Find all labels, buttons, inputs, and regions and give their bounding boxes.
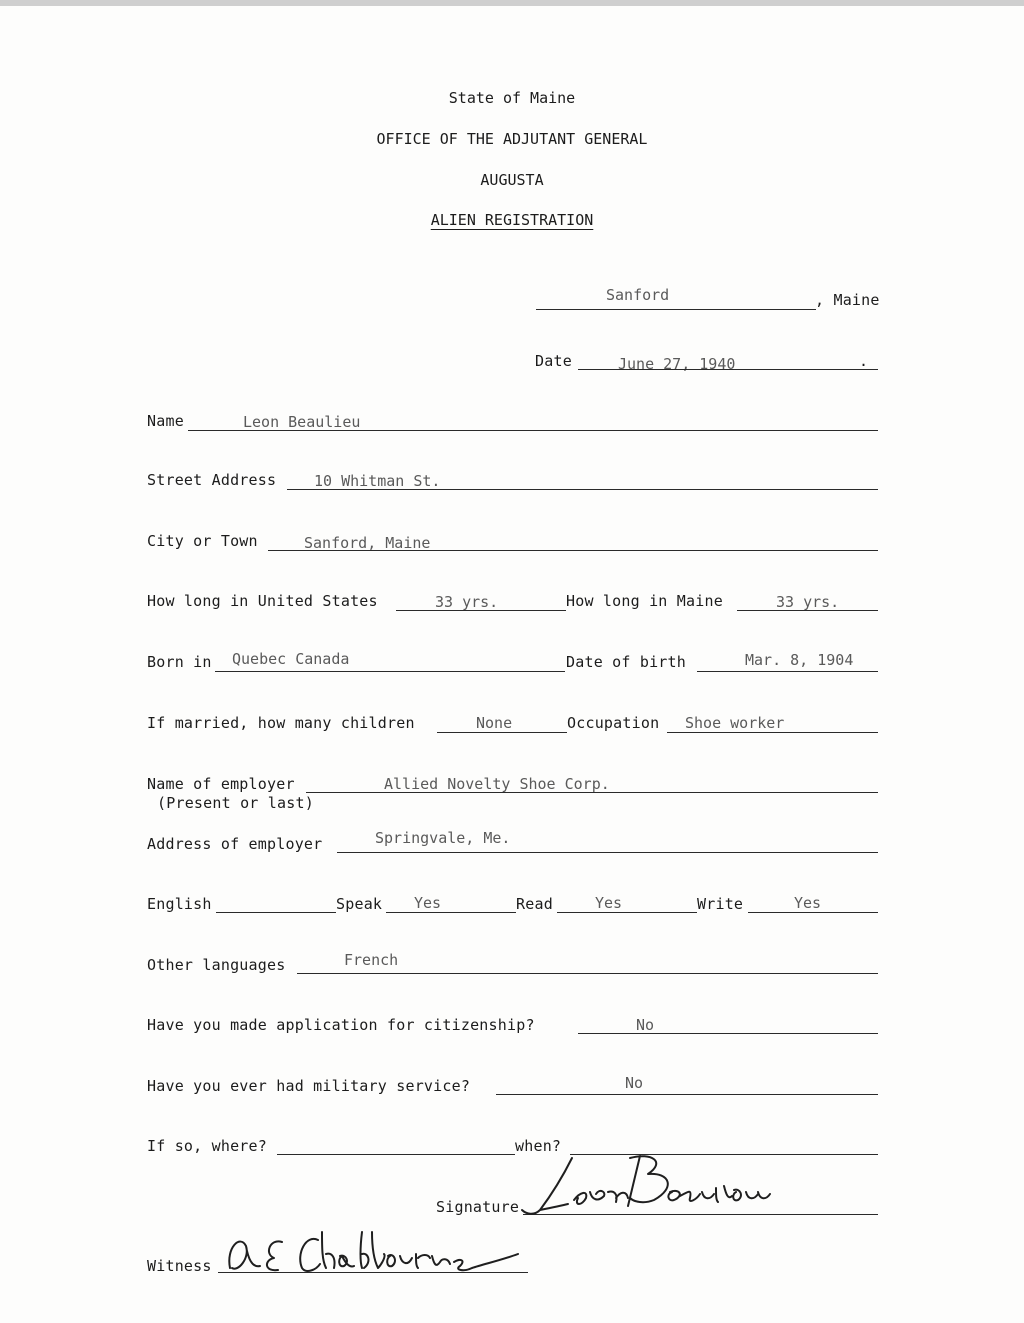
citizenship-label: Have you made application for citizenship?	[147, 1016, 535, 1034]
place-state-label: , Maine	[815, 291, 880, 309]
children-label: If married, how many children	[147, 714, 415, 732]
write-line	[748, 912, 878, 913]
other-languages-label: Other languages	[147, 956, 286, 974]
date-value: June 27, 1940	[618, 355, 736, 373]
read-label: Read	[516, 895, 553, 913]
date-end-mark: .	[859, 352, 869, 370]
street-label: Street Address	[147, 471, 277, 489]
where-line	[277, 1154, 515, 1155]
us-years-label: How long in United States	[147, 592, 378, 610]
born-label: Born in	[147, 653, 212, 671]
maine-years-line	[737, 610, 878, 611]
dob-line	[697, 671, 878, 672]
citizenship-value: No	[636, 1016, 655, 1034]
english-line	[216, 912, 336, 913]
header-state: State of Maine	[448, 89, 576, 107]
dob-value: Mar. 8, 1904	[745, 651, 854, 669]
date-label: Date	[535, 352, 572, 370]
date-line	[578, 369, 878, 370]
witness-label: Witness	[147, 1257, 212, 1275]
header-form-title: ALIEN REGISTRATION	[430, 211, 594, 229]
read-value: Yes	[595, 894, 623, 912]
name-line	[188, 430, 878, 431]
employer-label: Name of employer	[147, 775, 295, 793]
military-line	[496, 1094, 878, 1095]
header-city: AUGUSTA	[480, 171, 544, 189]
us-years-line	[396, 610, 566, 611]
speak-value: Yes	[414, 894, 442, 912]
scan-top-edge	[0, 0, 1024, 6]
military-value: No	[625, 1074, 644, 1092]
born-line	[215, 671, 565, 672]
place-value: Sanford	[606, 286, 670, 304]
signature-label: Signature	[436, 1198, 520, 1216]
when-label: when?	[515, 1137, 562, 1155]
city-line	[268, 550, 878, 551]
born-value: Quebec Canada	[232, 650, 350, 668]
employer-address-label: Address of employer	[147, 835, 323, 853]
us-years-value: 33 yrs.	[435, 593, 499, 611]
city-label: City or Town	[147, 532, 258, 550]
employer-address-value: Springvale, Me.	[375, 829, 511, 847]
write-value: Yes	[794, 894, 822, 912]
place-line	[536, 309, 816, 310]
maine-years-label: How long in Maine	[566, 592, 723, 610]
witness-handwriting	[222, 1224, 522, 1280]
employer-line	[306, 792, 878, 793]
write-label: Write	[697, 895, 744, 913]
name-value: Leon Beaulieu	[243, 413, 361, 431]
english-label: English	[147, 895, 212, 913]
other-languages-line	[297, 973, 878, 974]
dob-label: Date of birth	[566, 653, 686, 671]
street-line	[287, 489, 878, 490]
employer-address-line	[337, 852, 878, 853]
signature-handwriting	[520, 1148, 860, 1220]
header-office: OFFICE OF THE ADJUTANT GENERAL	[376, 130, 648, 148]
speak-line	[386, 912, 516, 913]
other-languages-value: French	[344, 951, 399, 969]
read-line	[557, 912, 697, 913]
children-line	[437, 732, 567, 733]
name-label: Name	[147, 412, 184, 430]
occupation-value: Shoe worker	[685, 714, 785, 732]
city-value: Sanford, Maine	[304, 534, 431, 552]
children-value: None	[476, 714, 513, 732]
occupation-line	[667, 732, 878, 733]
speak-label: Speak	[336, 895, 383, 913]
occupation-label: Occupation	[567, 714, 660, 732]
where-label: If so, where?	[147, 1137, 267, 1155]
maine-years-value: 33 yrs.	[776, 593, 840, 611]
citizenship-line	[578, 1033, 878, 1034]
employer-sublabel: (Present or last)	[157, 794, 314, 812]
employer-value: Allied Novelty Shoe Corp.	[384, 775, 610, 793]
military-label: Have you ever had military service?	[147, 1077, 471, 1095]
street-value: 10 Whitman St.	[314, 472, 441, 490]
